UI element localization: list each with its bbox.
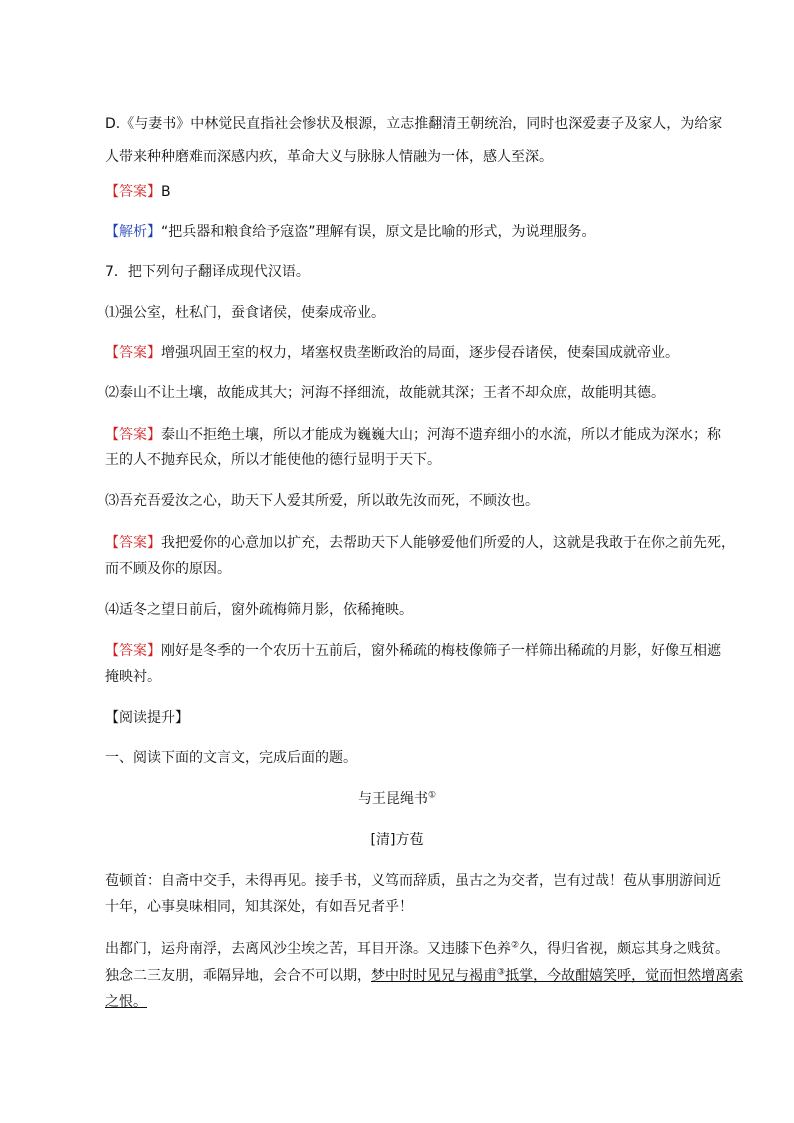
answer-label: 【答案】 — [105, 427, 161, 443]
option-d-line-1: D.《与妻书》中林觉民直指社会惨状及根源，立志推翻清王朝统治，同时也深爱妻子及家人，为给家 — [105, 116, 723, 132]
answer-s2-line-1 — [105, 427, 721, 443]
answer-text: 刚好是冬季的一个农历十五前后，窗外稀疏的梅枝像筛子一样筛出稀疏的月影，好像互相遮 — [161, 643, 721, 659]
underlined-part-1: 梦中时时见兄与褐甫 — [371, 968, 497, 984]
answer-label: 【答案】 — [105, 345, 161, 361]
answer-s2-line-2: 王的人不抛弃民众，所以才能使他的德行显明于天下。 — [105, 452, 441, 468]
question-7: 7．把下列句子翻译成现代汉语。 — [105, 264, 310, 280]
underlined-sentence — [371, 968, 743, 984]
p2-text-c: 独念二三友朋，乖隔异地，会合不可以期， — [105, 968, 371, 984]
paragraph-1-line-2: 十年，心事臭味相同，知其深处，有如吾兄者乎！ — [105, 899, 413, 915]
p2-text-b: 久，得归省视，颇忘其身之贱贫。 — [519, 941, 730, 957]
answer-text: 泰山不拒绝土壤，所以才能成为巍巍大山；河海不遗弃细小的水流，所以才能成为深水；称 — [161, 427, 721, 443]
section-heading: 【阅读提升】 — [105, 710, 189, 726]
title-text: 与王昆绳书 — [357, 791, 428, 807]
answer-1 — [105, 185, 695, 199]
answer-s3-line-2: 而不顾及你的原因。 — [105, 561, 231, 577]
answer-label: 【答案】 — [105, 643, 161, 659]
sentence-3: ⑶吾充吾爱汝之心，助天下人爱其所爱，所以敢先汝而死，不顾汝也。 — [105, 493, 539, 509]
answer-s4-line-1 — [105, 643, 721, 659]
answer-value: B — [161, 184, 171, 200]
reading-intro: 一、阅读下面的文言文，完成后面的题。 — [105, 750, 357, 766]
underlined-sentence-end: 之恨。 — [105, 994, 147, 1010]
option-d-line-2: 人带来种种磨难而深感内疚，革命大义与脉脉人情融为一体，感人至深。 — [105, 149, 553, 165]
sentence-2: ⑵泰山不让土壤，故能成其大；河海不择细流，故能就其深；王者不却众庶，故能明其德。 — [105, 385, 665, 401]
p2-text-a: 出都门，运舟南浮，去离风沙尘埃之苦，耳目开涤。又违膝下色养 — [105, 941, 511, 957]
footnote-marker: ① — [427, 790, 437, 801]
analysis — [105, 225, 695, 239]
answer-label: 【答案】 — [105, 535, 161, 551]
footnote-marker: ③ — [497, 967, 506, 978]
paragraph-2-line-1 — [105, 940, 730, 957]
answer-text: 我把爱你的心意加以扩充，去帮助天下人能够爱他们所爱的人，这就是我敢于在你之前先死， — [161, 535, 735, 551]
sentence-1: ⑴强公室，杜私门，蚕食诸侯，使秦成帝业。 — [105, 305, 385, 321]
paragraph-2-line-2 — [105, 967, 744, 984]
answer-text: 增强巩固王室的权力，堵塞权贵垄断政治的局面，逐步侵吞诸侯，使秦国成就帝业。 — [161, 345, 679, 361]
paragraph-1-line-1: 苞顿首：自斋中交手，未得再见。接手书，义笃而辞质，虽古之为交者，岂有过哉！苞从事朋游间近 — [105, 873, 721, 889]
underlined-part-2: 抵掌，今故酣嬉笑呼，觉而怛然增离索 — [505, 968, 744, 984]
footnote-marker: ② — [511, 940, 520, 951]
sentence-4: ⑷适冬之望日前后，窗外疏梅筛月影，依稀掩映。 — [105, 602, 413, 618]
answer-s4-line-2: 掩映衬。 — [105, 669, 161, 685]
paragraph-2-line-3 — [105, 995, 695, 1009]
passage-author: [清]方苞 — [370, 832, 424, 848]
passage-title — [0, 792, 794, 806]
answer-s3-line-1 — [105, 535, 735, 551]
answer-label: 【答案】 — [105, 184, 161, 200]
analysis-text: “把兵器和粮食给予寇盗”理解有误，原文是比喻的形式，为说理服务。 — [161, 224, 596, 240]
analysis-label: 【解析】 — [105, 224, 161, 240]
answer-s1 — [105, 346, 695, 360]
